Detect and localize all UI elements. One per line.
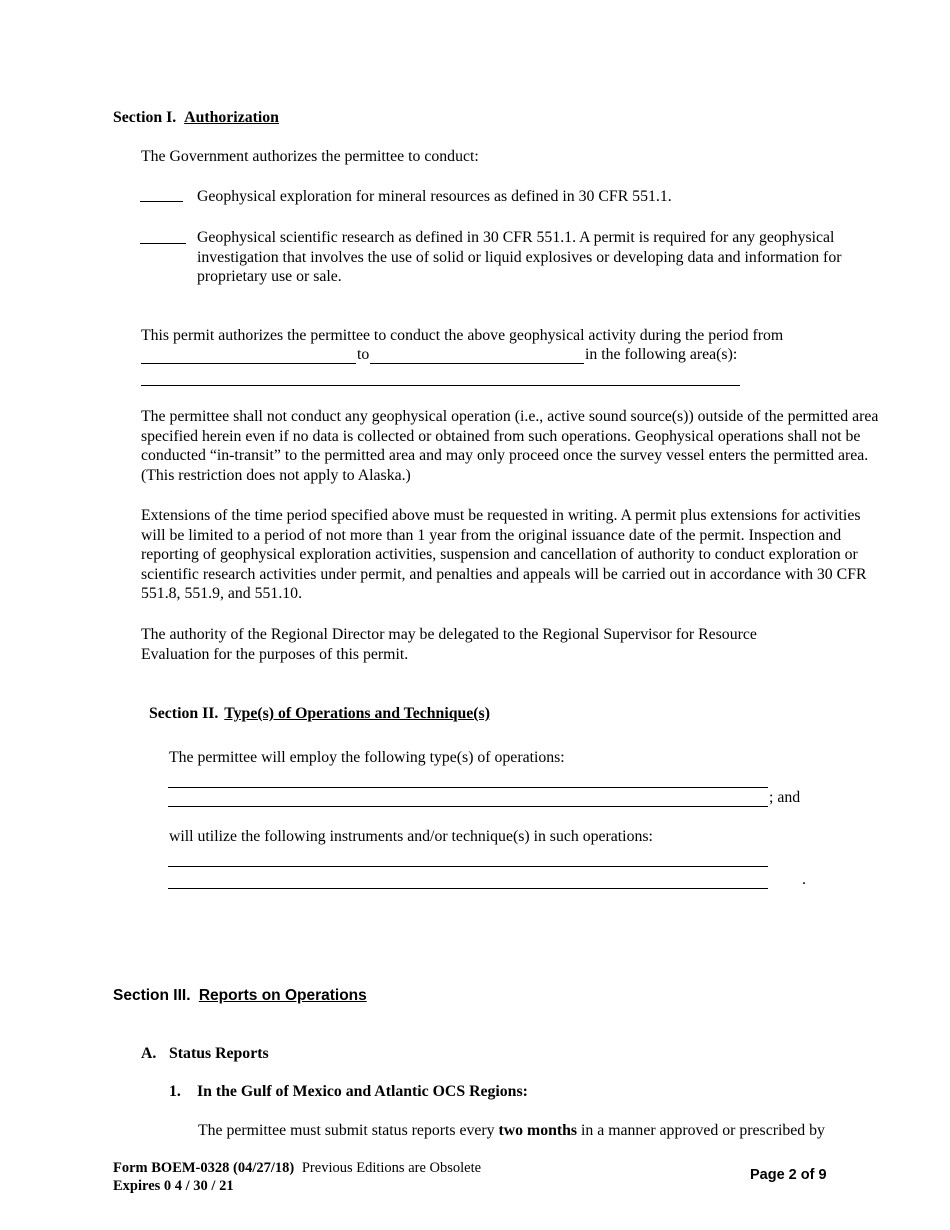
- instruments-period: .: [802, 871, 806, 888]
- operations-paragraph: The permittee shall not conduct any geophysical operation (i.e., active sound source(s)) outside of the permitted area specified herein even if no data is collected or obtained from such operations. Geophysical operations shall not be conducted “in-transit” to the permitted area and may only proceed once the survey vessel enters the permitted area. (This restriction does not apply to Alaska.): [141, 408, 879, 484]
- option-exploration-text: Geophysical exploration for mineral resources as defined in 30 CFR 551.1.: [197, 188, 672, 205]
- item-1-marker: 1.: [169, 1083, 181, 1100]
- editions-note: Previous Editions are Obsolete: [301, 1160, 482, 1176]
- option-research-text: Geophysical scientific research as defined in 30 CFR 551.1. A permit is required for any geophysical investigation that involves the use of solid or liquid explosives or developing data and information for proprietary use or sale.: [197, 229, 842, 286]
- to-word: to: [357, 346, 370, 363]
- period-start-field[interactable]: [141, 363, 356, 364]
- status-pre: The permittee must submit status reports every: [198, 1122, 495, 1139]
- section-1-heading: [113, 109, 279, 127]
- sub-a-marker: A.: [141, 1045, 157, 1062]
- and-text: ; and: [769, 789, 801, 806]
- status-frequency: two months: [498, 1122, 578, 1139]
- status-report-text: [198, 1122, 825, 1140]
- instruments-field-1[interactable]: [168, 866, 768, 867]
- status-post: in a manner approved or prescribed by: [581, 1122, 825, 1139]
- status-reports-heading: Status Reports: [169, 1045, 269, 1062]
- authority-paragraph: The authority of the Regional Director may be delegated to the Regional Supervisor for Resource Evaluation for the purposes of this permit.: [141, 626, 757, 663]
- gulf-atlantic-heading: In the Gulf of Mexico and Atlantic OCS Regions:: [197, 1083, 528, 1100]
- period-text: This permit authorizes the permittee to conduct the above geophysical activity during the period from: [141, 327, 784, 344]
- authorization-intro: The Government authorizes the permittee to conduct:: [141, 148, 479, 165]
- section-1-label: Section I.: [113, 109, 177, 126]
- operations-field-1[interactable]: [168, 787, 768, 788]
- section-3-heading: [113, 987, 367, 1005]
- area-field[interactable]: [141, 385, 740, 386]
- section-2-title: Type(s) of Operations and Technique(s): [224, 705, 490, 722]
- operations-field-2[interactable]: [168, 806, 768, 807]
- area-text: in the following area(s):: [585, 346, 738, 363]
- operations-types-text: The permittee will employ the following type(s) of operations:: [169, 749, 565, 766]
- footer-form-line: [113, 1160, 481, 1177]
- extensions-paragraph: Extensions of the time period specified above must be requested in writing. A permit plus extensions for activities will be limited to a period of not more than 1 year from the original issuance date of the permit. Inspection and reporting of geophysical exploration activities, suspension and cancellation of authority to conduct exploration or scientific research activities under permit, and penalties and appeals will be carried out in accordance with 30 CFR 551.8, 551.9, and 551.10.: [141, 507, 867, 603]
- section-3-title: Reports on Operations: [198, 987, 367, 1004]
- exploration-checkbox-line[interactable]: [140, 201, 183, 202]
- form-id: Form BOEM-0328 (04/27/18): [113, 1160, 295, 1176]
- period-end-field[interactable]: [370, 363, 584, 364]
- section-2-label: Section II.: [149, 705, 219, 722]
- expires-date: Expires 0 4 / 30 / 21: [113, 1178, 234, 1194]
- instruments-field-2[interactable]: [168, 888, 768, 889]
- section-1-title: Authorization: [184, 109, 279, 126]
- page-number: Page 2 of 9: [750, 1167, 827, 1183]
- instruments-text: will utilize the following instruments and/or technique(s) in such operations:: [169, 828, 653, 845]
- research-checkbox-line[interactable]: [140, 243, 186, 244]
- section-2-heading: [149, 705, 490, 723]
- section-3-label: Section III.: [113, 987, 191, 1004]
